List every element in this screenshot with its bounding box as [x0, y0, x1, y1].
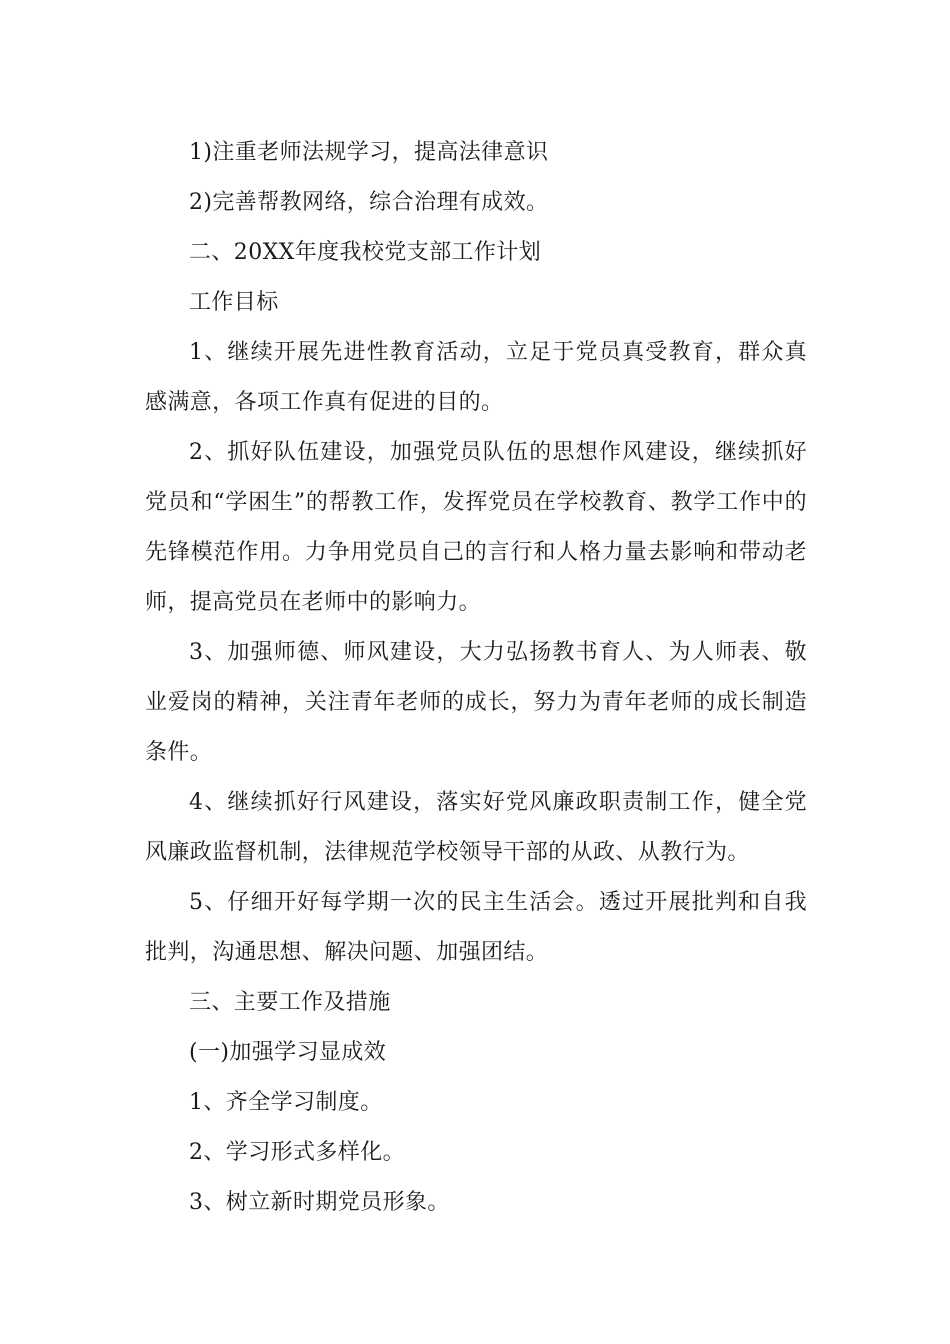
heading-work-plan: 二、20XX年度我校党支部工作计划: [189, 240, 542, 265]
heading-main-work: 三、主要工作及措施: [189, 990, 391, 1015]
paragraph-goal-5: 5、仔细开好每学期一次的民主生活会。透过开展批判和自我批判，沟通思想、解决问题、加强团结。: [145, 890, 807, 965]
heading-work-goals: 工作目标: [189, 290, 279, 315]
list-item-study-system: 1、齐全学习制度。: [189, 1090, 383, 1115]
paragraph-goal-4: 4、继续抓好行风建设，落实好党风廉政职责制工作，健全党风廉政监督机制，法律规范学校领导干部的从政、从教行为。: [145, 790, 807, 865]
paragraph-goal-2: 2、抓好队伍建设，加强党员队伍的思想作风建设，继续抓好党员和“学困生”的帮教工作，发挥党员在学校教育、教学工作中的先锋模范作用。力争用党员自己的言行和人格力量去影响和带动老师，提高党员在老师中的影响力。: [145, 440, 807, 615]
paragraph-goal-3: 3、加强师德、师风建设，大力弘扬教书育人、为人师表、敬业爱岗的精神，关注青年老师的成长，努力为青年老师的成长制造条件。: [145, 640, 807, 765]
paragraph-law-study: 1)注重老师法规学习，提高法律意识: [189, 140, 549, 165]
heading-study-section: (一)加强学习显成效: [189, 1040, 387, 1065]
list-item-study-forms: 2、学习形式多样化。: [189, 1140, 405, 1165]
paragraph-help-network: 2)完善帮教网络，综合治理有成效。: [189, 190, 549, 215]
paragraph-goal-1: 1、继续开展先进性教育活动，立足于党员真受教育，群众真感满意，各项工作真有促进的目的。: [145, 340, 807, 415]
list-item-member-image: 3、树立新时期党员形象。: [189, 1190, 450, 1215]
document-body: [145, 128, 807, 1228]
